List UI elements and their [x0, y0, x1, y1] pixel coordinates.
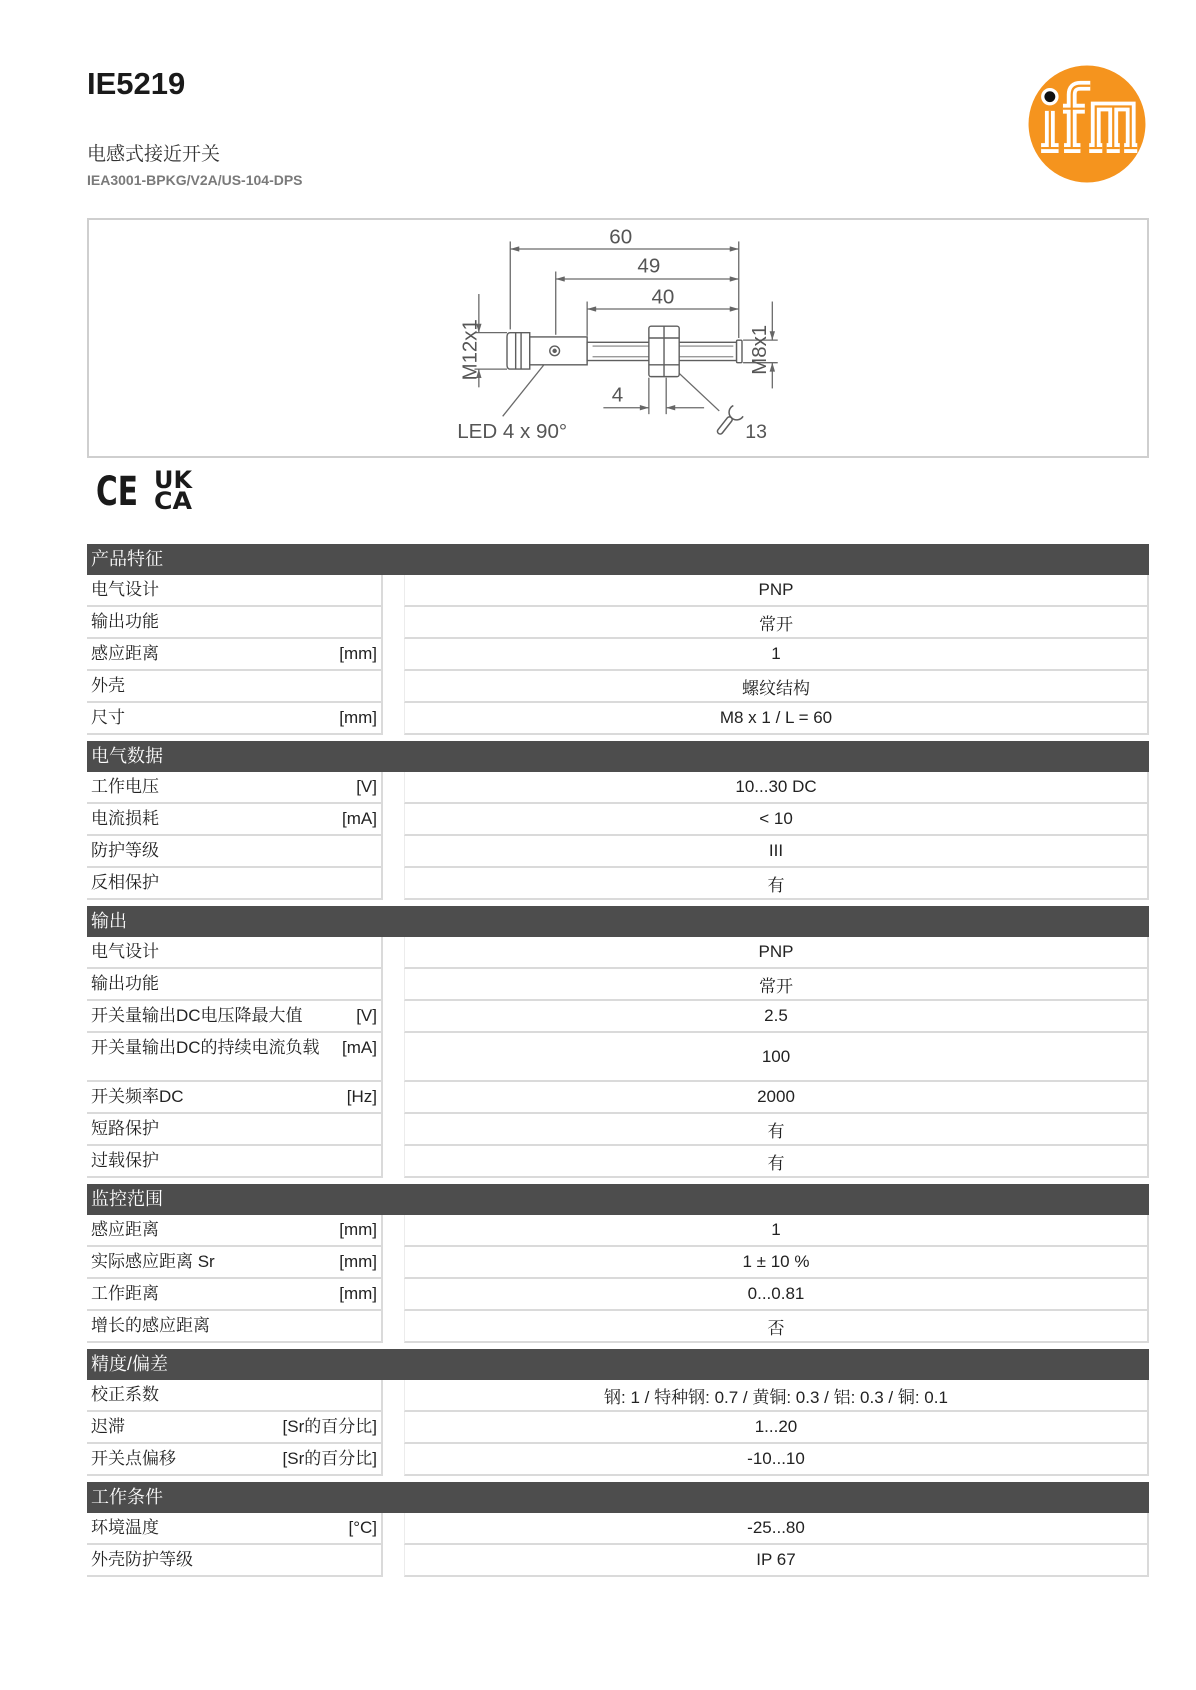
spec-unit: [Sr的百分比] [282, 1417, 377, 1436]
spec-row [87, 868, 1149, 900]
product-title: IE5219 [87, 66, 186, 101]
spec-unit: [mm] [339, 1252, 377, 1271]
wrench-size-label: 13 [745, 420, 767, 443]
wrench-handle [716, 416, 733, 435]
spec-unit: [Hz] [346, 1087, 377, 1106]
spec-unit: [mm] [339, 644, 377, 663]
section-operating-conditions [87, 1482, 1149, 1577]
spec-unit: [mm] [339, 1220, 377, 1239]
spec-label-cell [87, 804, 383, 836]
dim-label-mid: 49 [637, 254, 661, 278]
spec-value: M8 x 1 / L = 60 [404, 703, 1149, 735]
spec-label: 工作距离 [91, 1284, 159, 1303]
spec-label: 感应距离 [91, 644, 159, 663]
logo-inline-m [1089, 107, 1137, 149]
logo-dot [1043, 90, 1057, 104]
spec-label-cell [87, 671, 383, 703]
wrench-leader-line [678, 372, 719, 411]
dim-label-thread: 40 [651, 285, 675, 309]
section-outputs [87, 906, 1149, 1178]
spec-row [87, 1279, 1149, 1311]
spec-row [87, 1513, 1149, 1545]
spec-value: 有 [404, 868, 1149, 900]
spec-value: 常开 [404, 607, 1149, 639]
spec-row [87, 1114, 1149, 1146]
spec-label-cell [87, 1215, 383, 1247]
ukca-mark-top: UK [154, 466, 194, 494]
spec-row [87, 969, 1149, 1001]
spec-label: 防护等级 [91, 841, 159, 860]
spec-row [87, 607, 1149, 639]
spec-row [87, 671, 1149, 703]
spec-value: 钢: 1 / 特种钢: 0.7 / 黄铜: 0.3 / 铝: 0.3 / 铜: 0.1 [404, 1380, 1149, 1412]
spec-label-cell [87, 703, 383, 735]
spec-value: 1...20 [404, 1412, 1149, 1444]
spec-row [87, 1444, 1149, 1476]
spec-label: 电气设计 [91, 580, 159, 599]
spec-row [87, 1215, 1149, 1247]
section-title: 产品特征 [87, 544, 1149, 575]
spec-row [87, 1412, 1149, 1444]
spec-table [87, 544, 1149, 1577]
spec-label-cell [87, 868, 383, 900]
dim-label-overall: 60 [609, 225, 633, 249]
spec-label-cell [87, 575, 383, 607]
spec-value: 1 [404, 1215, 1149, 1247]
wrench-icon [716, 406, 743, 436]
dim-label-nut: 4 [611, 383, 624, 407]
spec-label-cell [87, 1146, 383, 1178]
spec-row [87, 1545, 1149, 1577]
spec-label: 尺寸 [91, 708, 125, 727]
spec-label: 感应距离 [91, 1220, 159, 1239]
spec-value: IP 67 [404, 1545, 1149, 1577]
spec-label-cell [87, 1033, 383, 1082]
spec-label: 开关量输出DC的持续电流负载 [91, 1038, 320, 1057]
led-indicator-center [553, 349, 556, 352]
spec-label-cell [87, 836, 383, 868]
spec-value: 10...30 DC [404, 772, 1149, 804]
spec-label-cell [87, 1082, 383, 1114]
spec-unit: [V] [356, 777, 377, 796]
spec-label-cell [87, 1279, 383, 1311]
spec-label: 外壳防护等级 [91, 1550, 193, 1569]
spec-value: 有 [404, 1146, 1149, 1178]
spec-unit: [mA] [342, 1038, 377, 1057]
spec-row [87, 1033, 1149, 1082]
spec-label-cell [87, 607, 383, 639]
spec-row [87, 1311, 1149, 1343]
spec-label-cell [87, 1311, 383, 1343]
spec-row [87, 1001, 1149, 1033]
spec-label: 开关点偏移 [91, 1449, 176, 1468]
spec-value: 2.5 [404, 1001, 1149, 1033]
spec-row [87, 703, 1149, 735]
spec-value: 2000 [404, 1082, 1149, 1114]
spec-label-cell [87, 1545, 383, 1577]
spec-label-cell [87, 937, 383, 969]
spec-label: 校正系数 [91, 1385, 159, 1404]
spec-label-cell [87, 1412, 383, 1444]
spec-unit: [mA] [342, 809, 377, 828]
connector-housing [507, 333, 530, 369]
section-title: 精度/偏差 [87, 1349, 1149, 1380]
spec-label-cell [87, 772, 383, 804]
spec-value: 0...0.81 [404, 1279, 1149, 1311]
ukca-mark-bottom: CA [154, 487, 193, 515]
spec-row [87, 1380, 1149, 1412]
spec-value: 否 [404, 1311, 1149, 1343]
spec-label: 实际感应距离 Sr [91, 1252, 215, 1271]
spec-value: 1 [404, 639, 1149, 671]
dimension-drawing-svg [89, 220, 1147, 456]
spec-row [87, 1247, 1149, 1279]
spec-label: 短路保护 [91, 1119, 159, 1138]
spec-label: 电气设计 [91, 942, 159, 961]
spec-value: 常开 [404, 969, 1149, 1001]
spec-value: PNP [404, 575, 1149, 607]
section-accuracy [87, 1349, 1149, 1476]
spec-row [87, 772, 1149, 804]
section-title: 工作条件 [87, 1482, 1149, 1513]
spec-label-cell [87, 639, 383, 671]
spec-label: 输出功能 [91, 612, 159, 631]
extension-lines [475, 241, 778, 414]
spec-value: 1 ± 10 % [404, 1247, 1149, 1279]
ce-mark: CE [96, 469, 138, 515]
spec-label: 反相保护 [91, 873, 159, 892]
spec-label-cell [87, 969, 383, 1001]
spec-unit: [mm] [339, 1284, 377, 1303]
spec-unit: [V] [356, 1006, 377, 1025]
dim-label-m8: M8x1 [747, 324, 771, 375]
spec-label: 开关频率DC [91, 1087, 184, 1106]
spec-label-cell [87, 1001, 383, 1033]
dimension-drawing [87, 218, 1149, 458]
spec-row [87, 1146, 1149, 1178]
sensing-face [737, 340, 742, 363]
sensor-body [507, 326, 742, 376]
spec-value: 有 [404, 1114, 1149, 1146]
spec-row [87, 937, 1149, 969]
spec-value: III [404, 836, 1149, 868]
spec-unit: [°C] [348, 1518, 377, 1537]
spec-value: -10...10 [404, 1444, 1149, 1476]
spec-label: 输出功能 [91, 974, 159, 993]
spec-unit: [Sr的百分比] [282, 1449, 377, 1468]
spec-label-cell [87, 1380, 383, 1412]
spec-label-cell [87, 1247, 383, 1279]
certification-marks [87, 466, 207, 516]
spec-label: 电流损耗 [91, 809, 159, 828]
spec-value: -25...80 [404, 1513, 1149, 1545]
spec-label: 环境温度 [91, 1518, 159, 1537]
section-title: 电气数据 [87, 741, 1149, 772]
spec-value: 螺纹结构 [404, 671, 1149, 703]
ifm-logo [1028, 65, 1146, 183]
section-title: 输出 [87, 906, 1149, 937]
led-label: LED 4 x 90° [457, 419, 568, 443]
section-electrical-data [87, 741, 1149, 900]
section-monitoring-range [87, 1184, 1149, 1343]
spec-label: 迟滞 [91, 1417, 125, 1436]
product-code: IEA3001-BPKG/V2A/US-104-DPS [87, 172, 303, 188]
spec-label-cell [87, 1444, 383, 1476]
spec-row [87, 836, 1149, 868]
spec-value: < 10 [404, 804, 1149, 836]
spec-row [87, 639, 1149, 671]
spec-unit: [mm] [339, 708, 377, 727]
section-title: 监控范围 [87, 1184, 1149, 1215]
spec-value: PNP [404, 937, 1149, 969]
spec-label-cell [87, 1114, 383, 1146]
spec-row [87, 804, 1149, 836]
spec-row [87, 1082, 1149, 1114]
dim-label-m12: M12x1 [458, 319, 482, 381]
spec-value: 100 [404, 1033, 1149, 1082]
spec-label: 过载保护 [91, 1151, 159, 1170]
spec-label: 工作电压 [91, 777, 159, 796]
spec-label: 增长的感应距离 [91, 1316, 210, 1335]
spec-label-cell [87, 1513, 383, 1545]
product-subtitle: 电感式接近开关 [87, 144, 221, 165]
section-product-features [87, 544, 1149, 735]
spec-row [87, 575, 1149, 607]
spec-label: 外壳 [91, 676, 125, 695]
spec-label: 开关量输出DC电压降最大值 [91, 1006, 303, 1025]
